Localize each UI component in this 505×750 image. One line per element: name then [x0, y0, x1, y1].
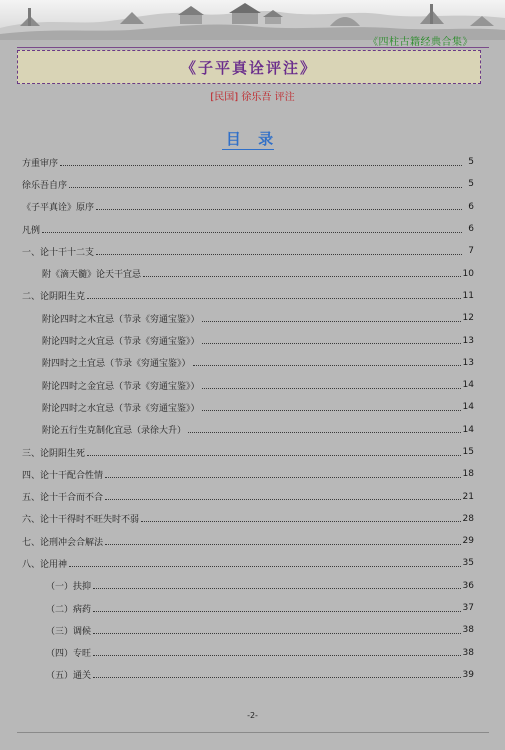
- toc-dot-leader: [143, 276, 461, 277]
- toc-dot-leader: [105, 544, 461, 545]
- toc-entry[interactable]: [22, 441, 474, 463]
- toc-dot-leader: [202, 343, 461, 344]
- toc-entry[interactable]: [22, 664, 474, 686]
- toc-entry-label: 八、论用神: [22, 559, 68, 570]
- toc-dot-leader: [42, 232, 462, 233]
- toc-dot-leader: [141, 521, 461, 522]
- toc-entry[interactable]: [22, 642, 474, 664]
- toc-entry-label: 方重审序: [22, 158, 59, 169]
- toc-entry-page: 6: [468, 224, 474, 235]
- toc-entry-page: 18: [462, 469, 474, 480]
- toc-entry-label: 七、论刑冲会合解法: [22, 537, 104, 548]
- toc-dot-leader: [69, 566, 461, 567]
- toc-entry-page: 6: [468, 201, 474, 212]
- toc-entry[interactable]: [22, 240, 474, 262]
- toc-entry[interactable]: [22, 218, 474, 240]
- decorative-banner: [0, 0, 505, 48]
- toc-entry-label: 附论四时之金宜忌（节录《穷通宝鉴》）: [42, 381, 200, 392]
- toc-entry-label: 二、论阴阳生克: [22, 292, 86, 303]
- toc-entry-page: 7: [468, 246, 474, 257]
- toc-entry[interactable]: [22, 485, 474, 507]
- toc-entry[interactable]: [22, 463, 474, 485]
- toc-dot-leader: [105, 477, 461, 478]
- toc-entry-page: 12: [462, 313, 474, 324]
- toc-entry-label: 凡例: [22, 225, 41, 236]
- toc-dot-leader: [96, 209, 462, 210]
- toc-dot-leader: [105, 499, 461, 500]
- toc-dot-leader: [96, 254, 462, 255]
- table-of-contents: [22, 151, 474, 686]
- toc-dot-leader: [202, 321, 461, 322]
- toc-entry-label: 六、论十干得时不旺失时不弱: [22, 515, 140, 526]
- title-box: [17, 50, 481, 84]
- toc-entry[interactable]: [22, 396, 474, 418]
- page-number: -2-: [247, 711, 258, 720]
- toc-entry[interactable]: [22, 307, 474, 329]
- toc-entry-label: 五、论十干合而不合: [22, 493, 104, 504]
- toc-entry-page: 5: [468, 179, 474, 190]
- toc-entry-page: 21: [462, 491, 474, 502]
- toc-dot-leader: [188, 432, 461, 433]
- toc-entry-page: 13: [462, 357, 474, 368]
- toc-entry[interactable]: [22, 173, 474, 195]
- toc-dot-leader: [93, 633, 461, 634]
- toc-dot-leader: [202, 388, 461, 389]
- toc-entry[interactable]: [22, 619, 474, 641]
- toc-entry-label: （三）调候: [46, 626, 92, 637]
- toc-dot-leader: [93, 588, 461, 589]
- toc-entry-page: 14: [462, 402, 474, 413]
- toc-entry-label: 附论五行生克制化宜忌（录徐大升）: [42, 426, 187, 437]
- footer-divider: [17, 732, 489, 733]
- toc-entry-label: 四、论十干配合性情: [22, 470, 104, 481]
- toc-entry-label: 附论四时之水宜忌（节录《穷通宝鉴》）: [42, 403, 200, 414]
- toc-entry[interactable]: [22, 575, 474, 597]
- toc-heading: 目 录: [225, 130, 280, 148]
- toc-entry-label: （四）专旺: [46, 649, 92, 660]
- toc-entry[interactable]: [22, 374, 474, 396]
- toc-dot-leader: [93, 655, 461, 656]
- toc-entry-label: 一、论十干十二支: [22, 247, 95, 258]
- toc-entry-label: （二）病药: [46, 604, 92, 615]
- toc-entry[interactable]: [22, 352, 474, 374]
- toc-entry-page: 28: [462, 513, 474, 524]
- series-title: 《四柱古籍经典合集》: [368, 37, 473, 48]
- toc-entry[interactable]: [22, 419, 474, 441]
- toc-dot-leader: [60, 165, 462, 166]
- toc-entry-page: 38: [462, 625, 474, 636]
- toc-heading-underline: [222, 149, 274, 150]
- toc-dot-leader: [93, 677, 461, 678]
- toc-entry-label: 附四时之土宜忌（节录《穷通宝鉴》）: [42, 359, 191, 370]
- toc-entry[interactable]: [22, 552, 474, 574]
- toc-dot-leader: [87, 455, 461, 456]
- author-line: [民国] 徐乐吾 评注: [210, 92, 295, 103]
- toc-entry[interactable]: [22, 262, 474, 284]
- toc-dot-leader: [93, 611, 461, 612]
- toc-entry-page: 13: [462, 335, 474, 346]
- toc-entry-page: 36: [462, 580, 474, 591]
- toc-entry[interactable]: [22, 530, 474, 552]
- toc-entry-label: 附《滴天髓》论天干宜忌: [42, 270, 142, 281]
- toc-entry-label: （一）扶抑: [46, 582, 92, 593]
- toc-entry-label: 附论四时之火宜忌（节录《穷通宝鉴》）: [42, 337, 200, 348]
- toc-entry-label: 附论四时之木宜忌（节录《穷通宝鉴》）: [42, 314, 200, 325]
- toc-entry-page: 5: [468, 157, 474, 168]
- toc-entry-page: 14: [462, 424, 474, 435]
- toc-entry[interactable]: [22, 329, 474, 351]
- toc-dot-leader: [193, 365, 461, 366]
- toc-entry[interactable]: [22, 151, 474, 173]
- toc-entry-page: 11: [462, 290, 474, 301]
- toc-entry-page: 15: [462, 447, 474, 457]
- toc-entry-label: 三、论阴阳生死: [22, 448, 86, 459]
- toc-entry-page: 35: [462, 558, 474, 569]
- toc-entry-label: （五）通关: [46, 671, 92, 682]
- toc-dot-leader: [69, 187, 462, 188]
- toc-dot-leader: [87, 298, 461, 299]
- toc-entry[interactable]: [22, 508, 474, 530]
- toc-entry-page: 29: [462, 536, 474, 547]
- toc-entry-page: 37: [462, 603, 474, 614]
- toc-entry-page: 10: [462, 268, 474, 279]
- toc-entry[interactable]: [22, 597, 474, 619]
- toc-entry[interactable]: [22, 285, 474, 307]
- toc-entry[interactable]: [22, 196, 474, 218]
- header-divider: [17, 47, 489, 48]
- toc-entry-page: 14: [462, 380, 474, 391]
- toc-entry-label: 《子平真诠》原序: [22, 203, 95, 214]
- toc-entry-label: 徐乐吾自序: [22, 180, 68, 191]
- book-title: 《子平真诠评注》: [180, 58, 317, 77]
- toc-entry-page: 38: [462, 647, 474, 658]
- toc-dot-leader: [202, 410, 461, 411]
- toc-entry-page: 39: [462, 669, 474, 680]
